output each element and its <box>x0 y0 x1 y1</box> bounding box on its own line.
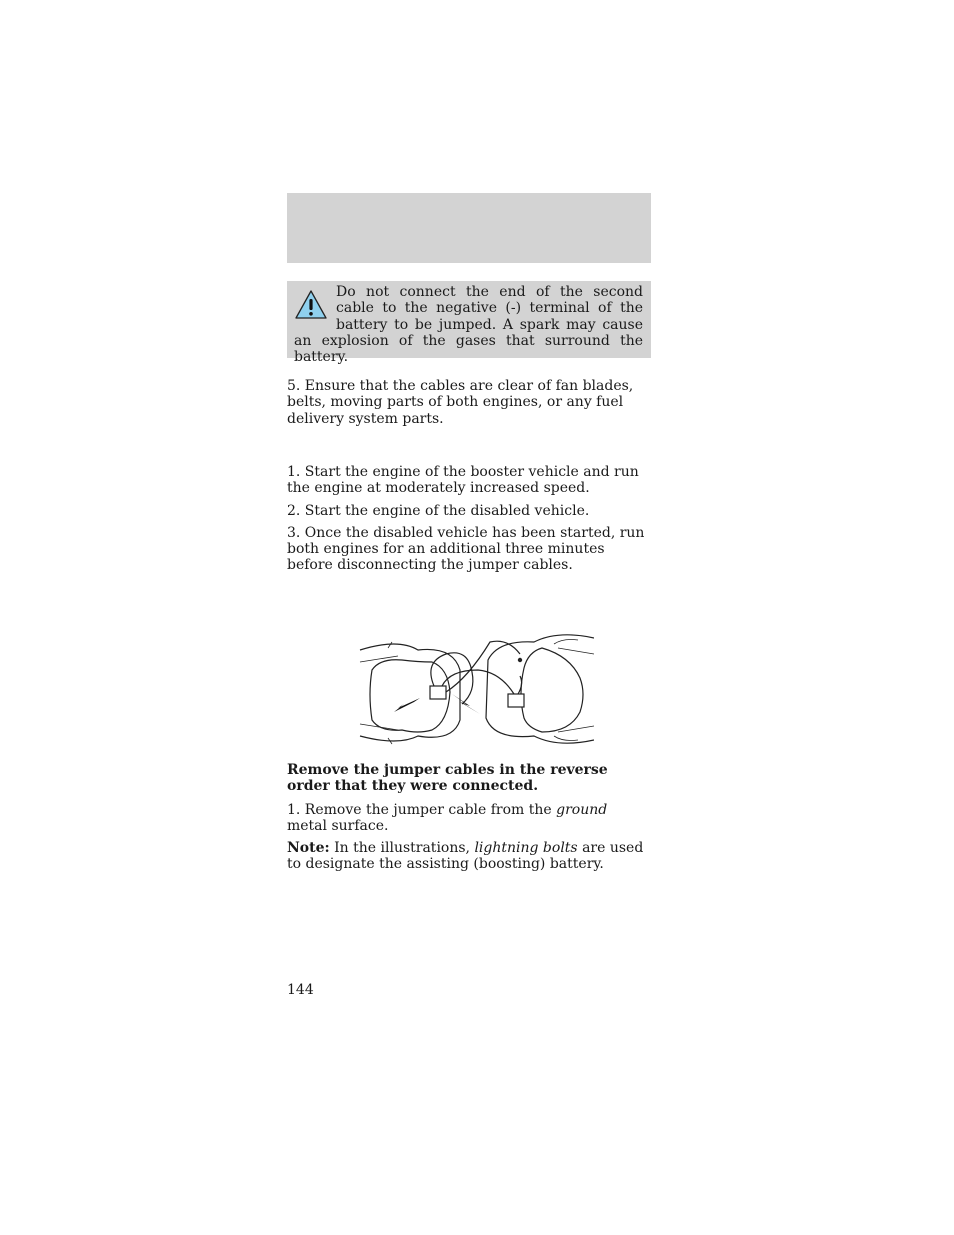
jumper-cable-illustration <box>358 632 594 747</box>
removal-step-1-suffix: metal surface. <box>287 817 389 834</box>
removal-section <box>287 762 651 873</box>
warning-text: Do not connect the end of the second cable to the negative (-) terminal of the battery to be jumped. A spark may cause an explosion of the gases that surround the battery. <box>294 284 643 366</box>
removal-step-1-emphasis: ground <box>556 801 608 818</box>
note-suffix: are used to designate the assisting (boosting) battery. <box>287 840 644 873</box>
start-steps <box>287 464 651 574</box>
note-emphasis: lightning bolts <box>474 840 578 857</box>
note-prefix: In the illustrations, <box>329 840 475 857</box>
start-step-2: 2. Start the engine of the disabled vehicle. <box>287 502 590 519</box>
removal-step-1 <box>287 802 651 835</box>
section-header-band <box>287 193 651 263</box>
step-5 <box>287 378 651 427</box>
note <box>287 840 651 873</box>
note-label: Note: <box>287 840 330 857</box>
page-number: 144 <box>287 982 314 998</box>
warning-triangle-icon <box>294 289 328 321</box>
removal-heading: Remove the jumper cables in the reverse order that they were connected. <box>287 762 608 795</box>
step-5-text: 5. Ensure that the cables are clear of fan blades, belts, moving parts of both engines, or any fuel delivery system parts. <box>287 378 634 427</box>
removal-step-1-prefix: 1. Remove the jumper cable from the <box>287 801 557 818</box>
start-step-3: 3. Once the disabled vehicle has been started, run both engines for an additional three minutes before disconnecting the jumper cables. <box>287 524 645 574</box>
start-step-1: 1. Start the engine of the booster vehicle and run the engine at moderately increased speed. <box>287 464 639 497</box>
warning-box <box>287 281 651 366</box>
